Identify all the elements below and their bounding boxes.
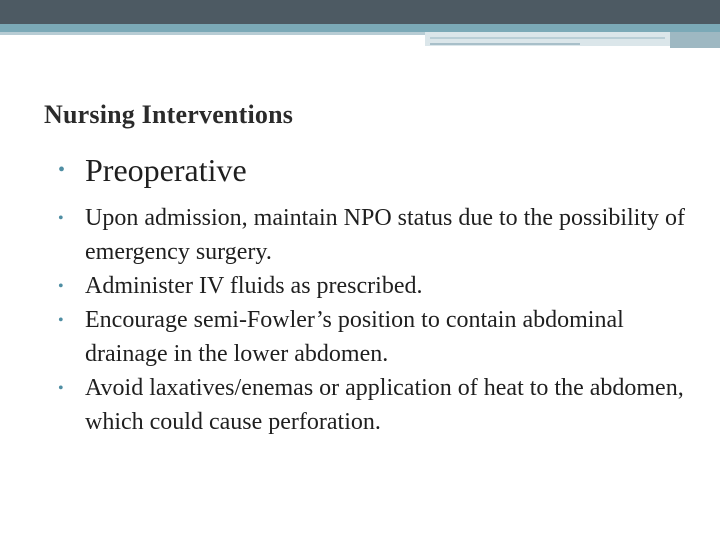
section-heading — [58, 150, 698, 195]
top-band-teal-stripe — [0, 24, 720, 32]
bullet-icon: • — [58, 312, 64, 329]
list-item — [58, 303, 698, 371]
section-heading-text: Preoperative — [85, 152, 247, 188]
top-band-light-line — [430, 37, 665, 39]
bullet-list — [58, 201, 698, 439]
list-item — [58, 201, 698, 269]
top-band-dark-stripe — [0, 0, 720, 24]
top-band-grey-block — [670, 32, 720, 48]
list-item-text: Avoid laxatives/enemas or application of heat to the abdomen, which could cause perforation. — [85, 375, 684, 435]
top-band-accent-line — [430, 43, 580, 45]
decorative-top-band — [0, 0, 720, 48]
list-item-text: Encourage semi-Fowler’s position to contain abdominal drainage in the lower abdomen. — [85, 307, 624, 367]
slide-content — [58, 150, 698, 439]
list-item-text: Administer IV fluids as prescribed. — [85, 273, 423, 299]
list-item — [58, 371, 698, 439]
top-band-light-stripe-left — [0, 32, 430, 35]
slide-title: Nursing Interventions — [44, 100, 294, 129]
list-item — [58, 269, 698, 303]
bullet-icon: • — [58, 278, 64, 295]
bullet-icon: • — [58, 380, 64, 397]
section-bullet-icon: • — [58, 159, 66, 181]
list-item-text: Upon admission, maintain NPO status due to the possibility of emergency surgery. — [85, 205, 685, 265]
bullet-icon: • — [58, 210, 64, 227]
